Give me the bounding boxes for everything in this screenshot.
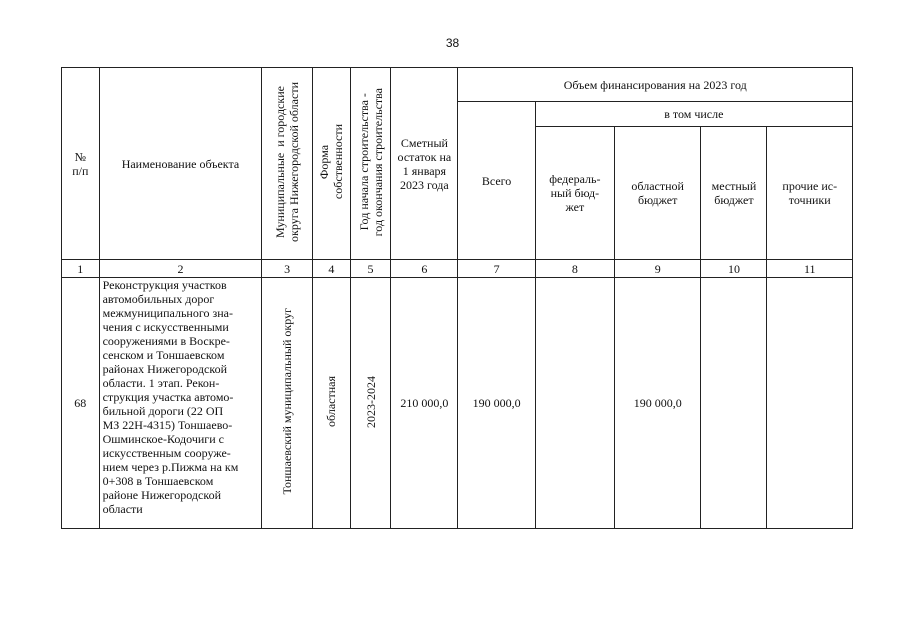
row-other — [767, 278, 853, 529]
row-total: 190 000,0 — [458, 278, 535, 529]
header-estimate: Сметный остаток на 1 января 2023 года — [391, 68, 458, 260]
row-num: 68 — [62, 278, 100, 529]
header-name: Наименование объекта — [99, 68, 262, 260]
row-regional: 190 000,0 — [615, 278, 701, 529]
col-number: 9 — [615, 260, 701, 278]
col-number: 2 — [99, 260, 262, 278]
financing-table — [61, 67, 853, 529]
row-ownership: областная — [313, 278, 351, 529]
col-number: 8 — [535, 260, 614, 278]
header-federal: федераль- ный бюд- жет — [535, 127, 614, 260]
row-object-name: Реконструкция участков автомобильных дорог межмуниципального зна- чения с искусственными сооружениями в Воскре- сенском и Тоншаевском районах Нижегородской области. 1 этап. Рекон- струкция участка автомо- бильной дороги (22 ОП МЗ 22Н-4315) Тоншаево- Ошминское-Кодочиги с искусственным сооруже- нием через р.Пижма на км 0+308 в Тоншаевском районе Нижегородской области — [99, 278, 262, 529]
header-including: в том числе — [535, 102, 852, 127]
row-years: 2023-2024 — [350, 278, 391, 529]
header-municipality: Муниципальные и городские округа Нижегородской области — [262, 68, 313, 260]
row-municipality: Тоншаевский муниципальный округ — [262, 278, 313, 529]
col-number: 6 — [391, 260, 458, 278]
header-regional: областной бюджет — [615, 127, 701, 260]
column-number-row — [62, 260, 853, 278]
header-ownership: Форма собственности — [313, 68, 351, 260]
col-number: 5 — [350, 260, 391, 278]
col-number: 7 — [458, 260, 535, 278]
header-other: прочие ис- точники — [767, 127, 853, 260]
page-number: 38 — [445, 36, 460, 50]
header-financing-group: Объем финансирования на 2023 год — [458, 68, 853, 102]
row-federal — [535, 278, 614, 529]
col-number: 10 — [701, 260, 767, 278]
header-years: Год начала строительства - год окончания строительства — [350, 68, 391, 260]
col-number: 11 — [767, 260, 853, 278]
col-number: 3 — [262, 260, 313, 278]
col-number: 1 — [62, 260, 100, 278]
header-num: № п/п — [62, 68, 100, 260]
table-row — [62, 278, 853, 529]
header-local: местный бюджет — [701, 127, 767, 260]
col-number: 4 — [313, 260, 351, 278]
row-estimate: 210 000,0 — [391, 278, 458, 529]
header-total: Всего — [458, 102, 535, 260]
row-local — [701, 278, 767, 529]
